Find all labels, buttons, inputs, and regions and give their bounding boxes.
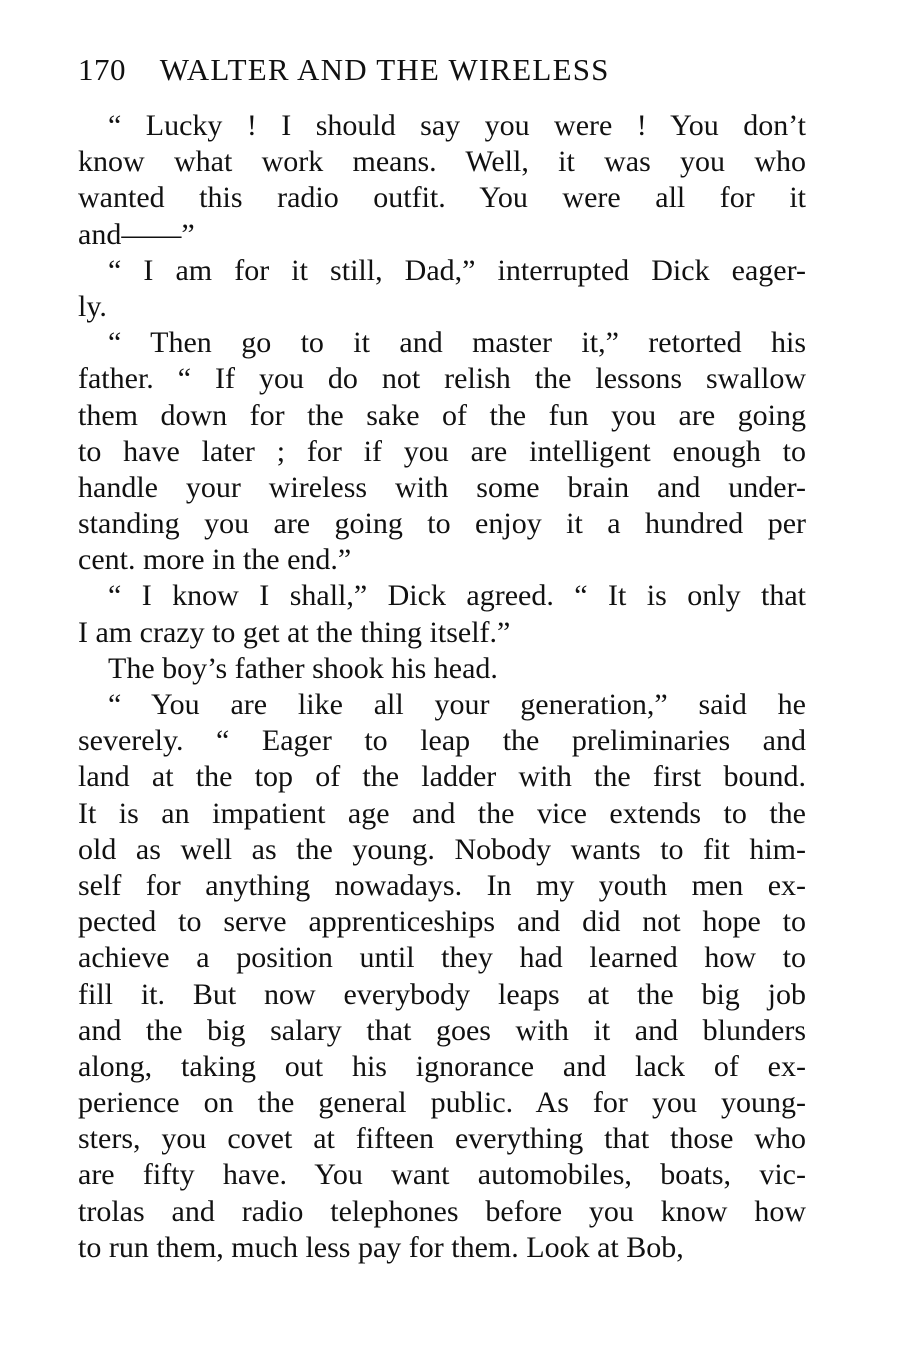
paragraph [78,108,806,253]
text-line: know what work means. Well, it was you who [78,145,806,179]
text-line: trolas and radio telephones before you know how [78,1194,806,1228]
text-line: to run them, much less pay for them. Look at Bob, [78,1230,684,1264]
text-line: “ I know I shall,” Dick agreed. “ It is only that [108,579,806,613]
text-line: achieve a position until they had learned how to [78,941,806,975]
text-line: wanted this radio outfit. You were all for it [78,181,806,215]
text-line: and——” [78,217,195,251]
text-line: land at the top of the ladder with the first bound. [78,760,806,794]
text-line: them down for the sake of the fun you are going [78,398,806,432]
text-line: severely. “ Eager to leap the preliminaries and [78,724,806,758]
text-line: father. “ If you do not relish the lessons swallow [78,362,806,396]
running-head [78,50,818,90]
text-line: cent. more in the end.” [78,543,352,577]
text-line: are fifty have. You want automobiles, boats, vic- [78,1158,806,1192]
text-line: “ Then go to it and master it,” retorted his [108,326,806,360]
text-line: ly. [78,289,107,323]
text-line: along, taking out his ignorance and lack of ex- [78,1049,806,1083]
text-line: It is an impatient age and the vice extends to the [78,796,806,830]
paragraph [78,687,806,1266]
text-line: perience on the general public. As for you young- [78,1086,806,1120]
text-line: and the big salary that goes with it and blunders [78,1013,806,1047]
text-line: to have later ; for if you are intelligent enough to [78,434,806,468]
text-line: The boy’s father shook his head. [108,651,498,685]
text-line: self for anything nowadays. In my youth men ex- [78,868,806,902]
text-line: standing you are going to enjoy it a hundred per [78,507,806,541]
text-line: “ Lucky ! I should say you were ! You don’t [108,109,806,142]
body-text [78,108,806,1266]
paragraph [78,253,806,325]
paragraph [78,651,806,687]
text-line: pected to serve apprenticeships and did not hope to [78,905,806,939]
text-line: old as well as the young. Nobody wants to fit him- [78,832,806,866]
text-line: fill it. But now everybody leaps at the big job [78,977,806,1011]
text-line: I am crazy to get at the thing itself.” [78,615,511,649]
text-line: “ You are like all your generation,” said he [108,688,806,721]
text-line: handle your wireless with some brain and under- [78,470,806,504]
book-title: WALTER AND THE WIRELESS [159,52,610,87]
page-number: 170 [78,52,126,87]
paragraph [78,325,806,578]
text-line: “ I am for it still, Dad,” interrupted Dick eager- [108,253,806,287]
paragraph [78,578,806,650]
text-line: sters, you covet at fifteen everything that those who [78,1122,806,1156]
